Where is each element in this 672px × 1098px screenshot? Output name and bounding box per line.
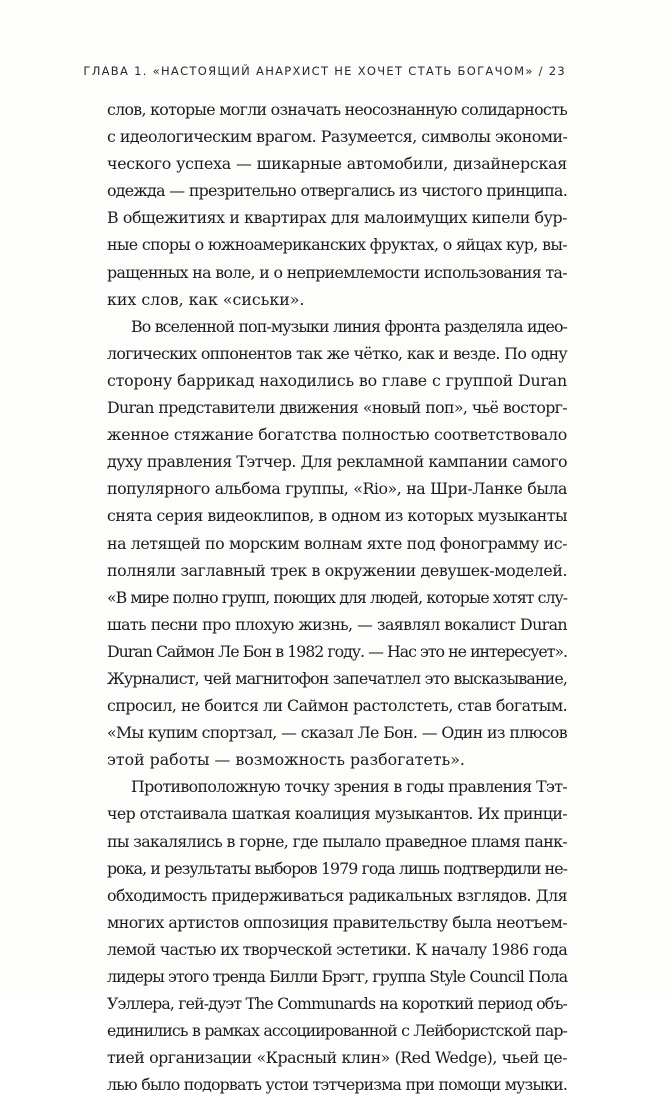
text-line: спросил, не боится ли Саймон растолстеть, став богатым. <box>107 696 568 716</box>
text-line: В общежитиях и квартирах для малоимущих кипели бур- <box>107 208 567 228</box>
text-line: женное стяжание богатства полностью соответствовало <box>107 425 567 445</box>
text-line: тией организации «Красный клин» (Red Wedge), чьей це- <box>107 1048 567 1068</box>
text-line: слов, которые могли означать неосознанную солидарность <box>107 100 568 119</box>
text-line: ращенных на воле, и о неприемлемости использования та- <box>107 262 567 282</box>
text-line: лемой частью их творческой эстетики. К началу 1986 года <box>107 939 568 959</box>
text-line: Противоположную точку зрения в годы правления Тэт- <box>131 777 567 797</box>
text-line: чер отстаивала шаткая коалиция музыкантов. Их принци- <box>107 804 567 824</box>
text-line: полняли заглавный трек в окружении девушек-моделей. <box>107 560 568 580</box>
text-line: пы закалялись в горне, где пылало праведное пламя панк- <box>107 831 567 851</box>
paragraph <box>107 96 567 313</box>
text-line: популярного альбома группы, «Rio», на Шри-Ланке была <box>107 479 567 499</box>
text-line: обходимость придерживаться радикальных взглядов. Для <box>107 885 567 905</box>
body-text <box>107 96 567 1098</box>
text-line: логических оппонентов так же чётко, как и везде. По одну <box>107 343 567 363</box>
text-line: Во вселенной поп-музыки линия фронта разделяла идео- <box>131 316 567 336</box>
text-line: Журналист, чей магнитофон запечатлел это высказывание, <box>107 668 567 688</box>
text-line: ные споры о южноамериканских фруктах, о яйцах кур, вы- <box>107 235 567 255</box>
text-line: на летящей по морским волнам яхте под фонограмму ис- <box>107 533 567 553</box>
text-line: ческого успеха — шикарные автомобили, дизайнерская <box>107 154 567 174</box>
text-line: ких слов, как «сиськи». <box>107 289 305 309</box>
text-line: одежда — презрительно отвергались из чистого принципа. <box>107 181 567 201</box>
paragraph <box>107 773 567 1098</box>
paragraph <box>107 313 567 774</box>
text-line: лидеры этого тренда Билли Брэгг, группа Style Council Пола <box>107 967 568 986</box>
text-line: Duran представители движения «новый поп», чьё восторг- <box>107 398 567 418</box>
text-line: Уэллера, гей-дуэт The Communards на короткий период объ- <box>107 994 567 1014</box>
text-line: снята серия видеоклипов, в одном из которых музыканты <box>107 506 568 526</box>
text-line: духу правления Тэтчер. Для рекламной кампании самого <box>107 452 567 472</box>
text-line: многих артистов оппозиция правительству была неотъем- <box>107 912 567 932</box>
text-line: шать песни про плохую жизнь, — заявлял вокалист Duran <box>107 614 567 634</box>
text-line: этой работы — возможность разбогатеть». <box>107 750 465 770</box>
running-head: ГЛАВА 1. «НАСТОЯЩИЙ АНАРХИСТ НЕ ХОЧЕТ СТАТЬ БОГАЧОМ» / 23 <box>83 64 566 78</box>
text-line: сторону баррикад находились во главе с группой Duran <box>107 370 567 390</box>
text-line: «Мы купим спортзал, — сказал Ле Бон. — Один из плюсов <box>107 723 567 743</box>
text-line: с идеологическим врагом. Разумеется, символы экономи- <box>107 127 568 147</box>
text-line: рока, и результаты выборов 1979 года лишь подтвердили не- <box>107 858 567 878</box>
text-line: Duran Саймон Ле Бон в 1982 году. — Нас это не интересует». <box>107 641 567 661</box>
text-line: «В мире полно групп, поющих для людей, которые хотят слу- <box>107 587 567 607</box>
text-line: единились в рамках ассоциированной с Лейбористской пар- <box>107 1021 567 1041</box>
text-line: лью было подорвать устои тэтчеризма при помощи музыки. <box>107 1075 567 1095</box>
